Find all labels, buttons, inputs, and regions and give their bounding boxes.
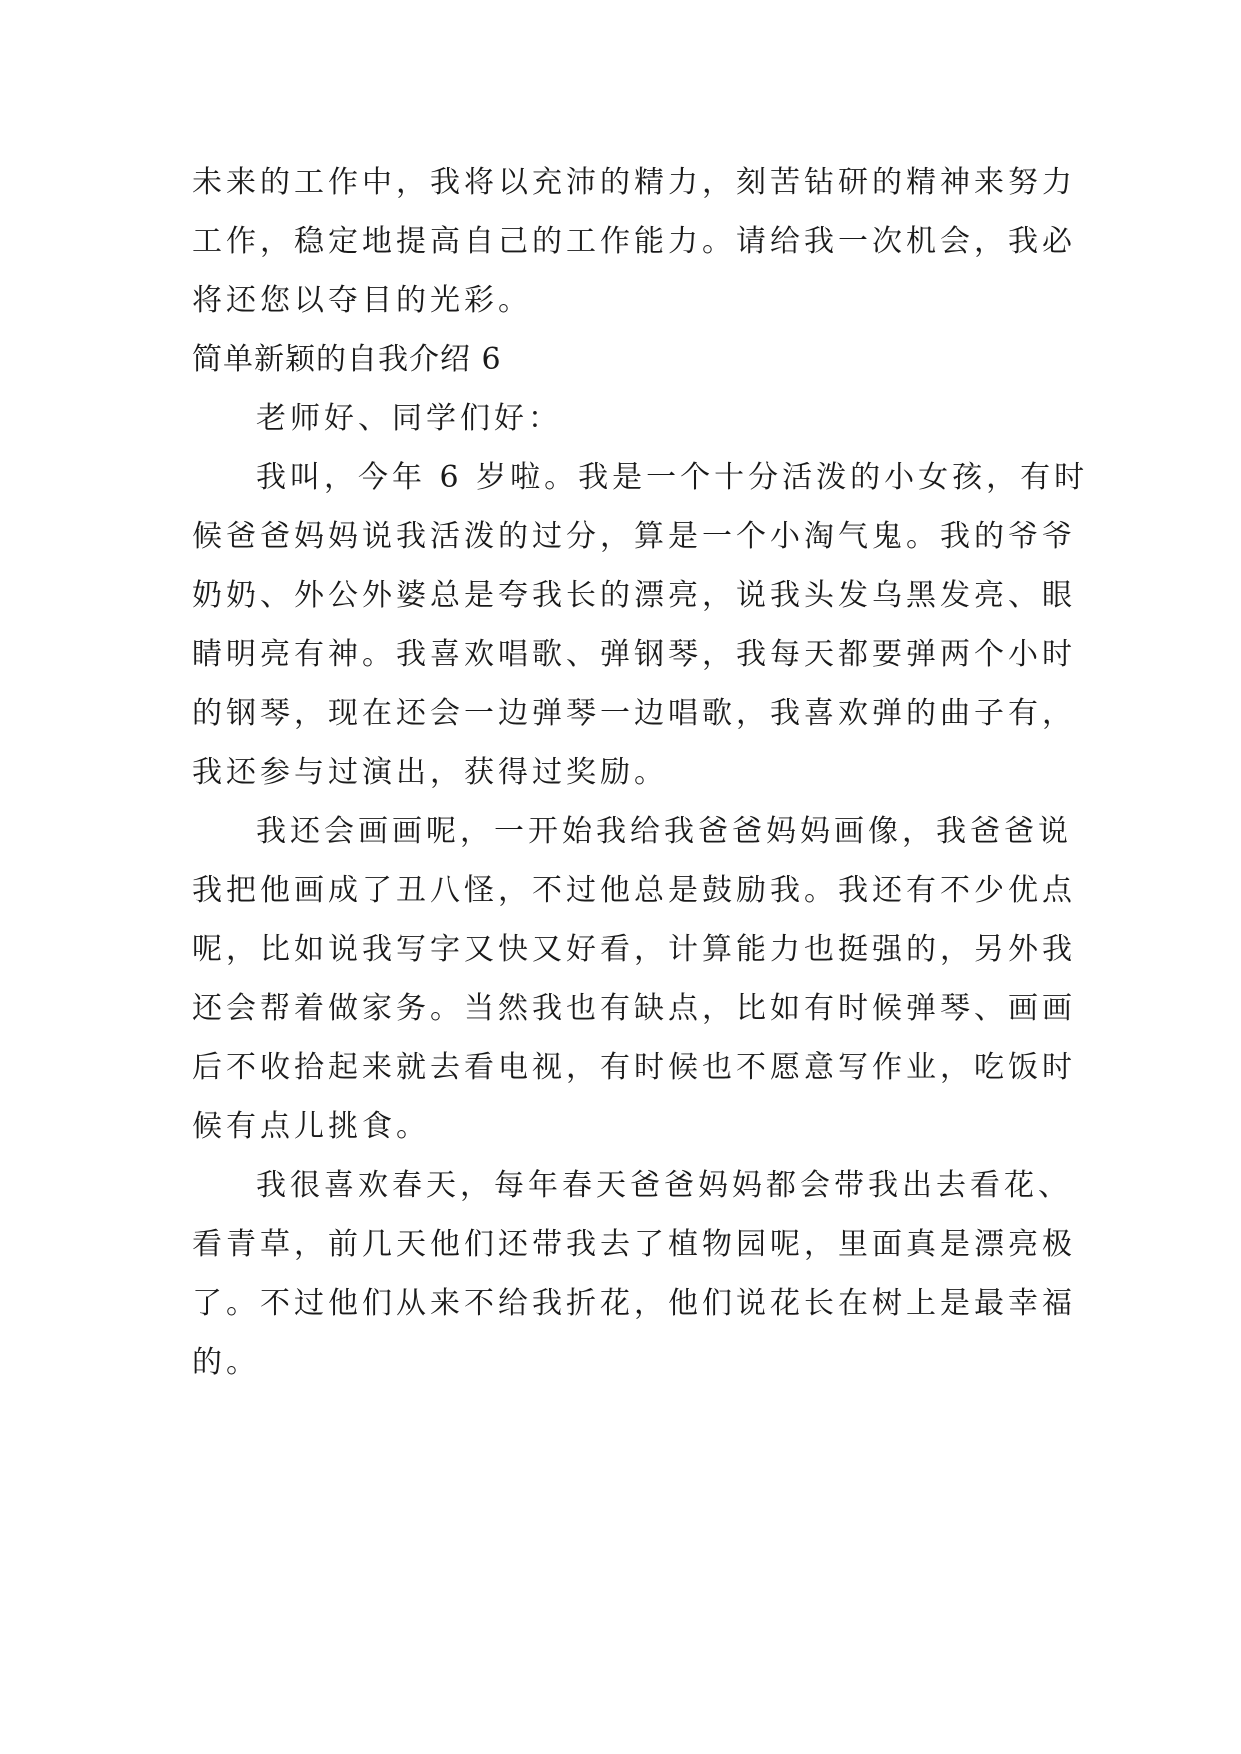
p3-line-3: 了。不过他们从来不给我折花，他们说花长在树上是最幸福 [192,1286,1076,1321]
p3-line-2: 看青草，前几天他们还带我去了植物园呢，里面真是漂亮极 [192,1227,1076,1262]
p1-line-4: 睛明亮有神。我喜欢唱歌、弹钢琴，我每天都要弹两个小时 [192,637,1076,672]
greeting: 老师好、同学们好： [256,401,562,436]
p2-line-6: 候有点儿挑食。 [192,1109,430,1144]
p1-line-3: 奶奶、外公外婆总是夸我长的漂亮，说我头发乌黑发亮、眼 [192,578,1076,613]
p2-line-1: 我还会画画呢，一开始我给我爸爸妈妈画像，我爸爸说 [256,814,1072,849]
p2-line-4: 还会帮着做家务。当然我也有缺点，比如有时候弹琴、画画 [192,991,1076,1026]
section-title: 简单新颖的自我介绍 6 [192,342,502,377]
p2-line-3: 呢，比如说我写字又快又好看，计算能力也挺强的，另外我 [192,932,1076,967]
intro-line-2: 工作，稳定地提高自己的工作能力。请给我一次机会，我必 [192,224,1076,259]
p2-line-5: 后不收拾起来就去看电视，有时候也不愿意写作业，吃饭时 [192,1050,1076,1085]
p3-line-1: 我很喜欢春天，每年春天爸爸妈妈都会带我出去看花、 [256,1168,1072,1203]
p3-line-4: 的。 [192,1345,260,1380]
p1-line-6: 我还参与过演出，获得过奖励。 [192,755,668,790]
p1-line-2: 候爸爸妈妈说我活泼的过分，算是一个小淘气鬼。我的爷爷 [192,519,1076,554]
intro-line-3: 将还您以夺目的光彩。 [192,283,532,318]
p2-line-2: 我把他画成了丑八怪，不过他总是鼓励我。我还有不少优点 [192,873,1076,908]
p1-line-1: 我叫，今年 6 岁啦。我是一个十分活泼的小女孩，有时 [256,460,1089,495]
intro-line-1: 未来的工作中，我将以充沛的精力，刻苦钻研的精神来努力 [192,165,1076,200]
p1-line-5: 的钢琴，现在还会一边弹琴一边唱歌，我喜欢弹的曲子有， [192,696,1076,731]
